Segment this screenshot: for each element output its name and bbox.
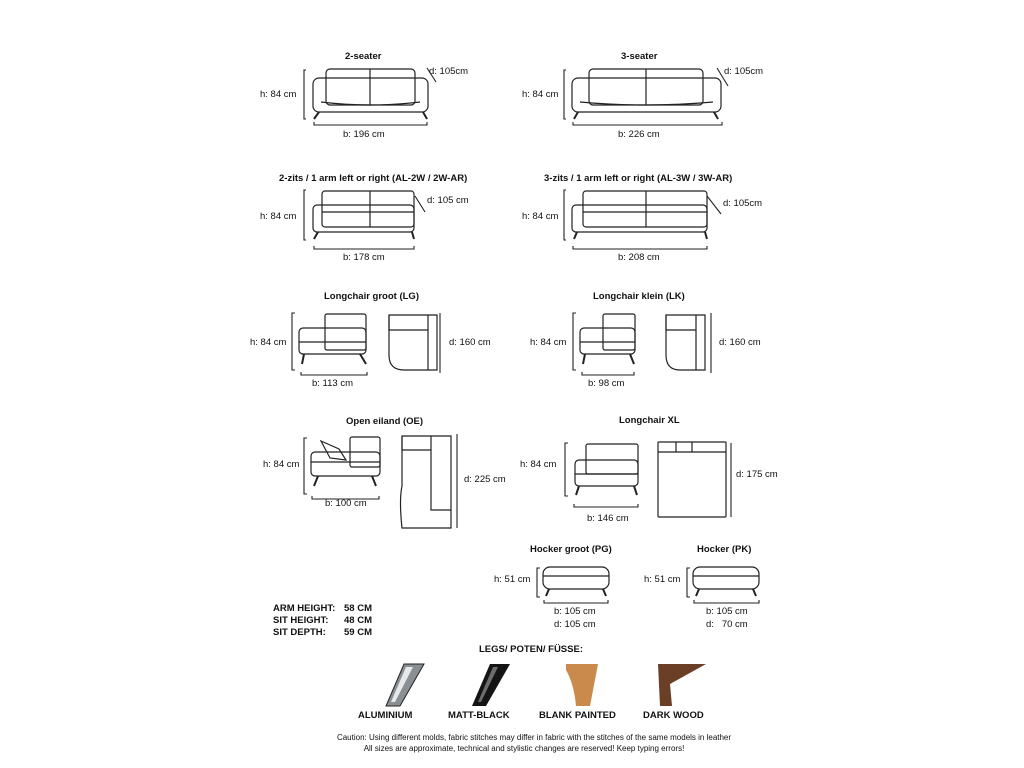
caution-line-2: All sizes are approximate, technical and stylistic changes are reserved! Keep typing errors! [363, 744, 685, 753]
width-3-zits: b: 208 cm [618, 252, 660, 263]
title-longchair-xl: Longchair XL [619, 415, 680, 426]
width-2-zits: b: 178 cm [343, 252, 385, 263]
longchair-klein-drawing [573, 313, 711, 375]
leg-aluminium-swatch [386, 664, 424, 706]
leg-blank-painted-swatch [566, 664, 598, 706]
title-open-eiland: Open eiland (OE) [346, 416, 424, 427]
depth-longchair-groot: d: 160 cm [449, 337, 491, 348]
height-longchair-xl: h: 84 cm [520, 459, 557, 470]
sofa-2-zits-one-arm-drawing [304, 190, 425, 249]
caution-line-1: Caution: Using different molds, fabric stitches may differ in fabric with the stitches of the same models in leather [336, 733, 732, 742]
height-hocker-groot: h: 51 cm [494, 574, 531, 585]
depth-2-zits: d: 105 cm [427, 195, 469, 206]
depth-longchair-xl: d: 175 cm [736, 469, 778, 480]
sofa-3-zits-one-arm-drawing [564, 190, 721, 249]
spec-label: SIT DEPTH: [273, 627, 326, 638]
spec-value: 59 CM [344, 627, 372, 638]
width-2-seater: b: 196 cm [343, 129, 385, 140]
width-open-eiland: b: 100 cm [325, 498, 367, 509]
width-hocker: b: 105 cm [706, 606, 748, 617]
width-longchair-xl: b: 146 cm [587, 513, 629, 524]
legs-title: LEGS/ POTEN/ FÜSSE: [479, 644, 583, 655]
title-longchair-klein: Longchair klein (LK) [593, 291, 685, 302]
title-hocker: Hocker (PK) [697, 544, 752, 555]
depth-2-seater: d: 105cm [429, 66, 469, 77]
spec-value: 58 CM [344, 603, 372, 614]
spec-label: ARM HEIGHT: [273, 603, 336, 614]
title-2-zits: 2-zits / 1 arm left or right (AL-2W / 2W-AR) [279, 173, 468, 184]
depth-longchair-klein: d: 160 cm [719, 337, 761, 348]
hocker-drawing [687, 567, 759, 603]
height-2-zits: h: 84 cm [260, 211, 297, 222]
height-3-seater: h: 84 cm [522, 89, 559, 100]
depth-hocker: d: 70 cm [706, 619, 748, 630]
depth-3-seater: d: 105cm [724, 66, 764, 77]
leg-label-dark-wood: DARK WOOD [643, 710, 704, 721]
spec-row [273, 627, 372, 639]
longchair-xl-drawing [565, 442, 731, 517]
width-3-seater: b: 226 cm [618, 129, 660, 140]
depth-hocker-groot: d: 105 cm [554, 619, 596, 630]
height-open-eiland: h: 84 cm [263, 459, 300, 470]
depth-open-eiland: d: 225 cm [464, 474, 506, 485]
depth-3-zits: d: 105cm [723, 198, 763, 209]
width-hocker-groot: b: 105 cm [554, 606, 596, 617]
sofa-2-seater-drawing [304, 68, 436, 125]
leg-dark-wood-swatch [658, 664, 706, 706]
height-2-seater: h: 84 cm [260, 89, 297, 100]
height-longchair-klein: h: 84 cm [530, 337, 567, 348]
hocker-groot-drawing [537, 567, 609, 603]
spec-label: SIT HEIGHT: [273, 615, 329, 626]
width-longchair-groot: b: 113 cm [312, 378, 354, 389]
longchair-groot-drawing [292, 313, 440, 375]
height-hocker: h: 51 cm [644, 574, 681, 585]
leg-label-blank-painted: BLANK PAINTED [539, 710, 616, 721]
spec-row [273, 615, 372, 627]
sofa-3-seater-drawing [564, 68, 728, 125]
height-3-zits: h: 84 cm [522, 211, 559, 222]
width-longchair-klein: b: 98 cm [588, 378, 625, 389]
title-longchair-groot: Longchair groot (LG) [324, 291, 419, 302]
leg-label-matt-black: MATT-BLACK [448, 710, 510, 721]
height-longchair-groot: h: 84 cm [250, 337, 287, 348]
open-eiland-drawing [304, 434, 457, 528]
title-3-zits: 3-zits / 1 arm left or right (AL-3W / 3W-AR) [544, 173, 733, 184]
spec-row [273, 603, 372, 615]
spec-value: 48 CM [344, 615, 372, 626]
title-hocker-groot: Hocker groot (PG) [530, 544, 612, 555]
leg-label-aluminium: ALUMINIUM [358, 710, 413, 721]
specs-table [273, 603, 372, 639]
title-2-seater: 2-seater [345, 51, 382, 62]
title-3-seater: 3-seater [621, 51, 658, 62]
leg-matt-black-swatch [472, 664, 510, 706]
